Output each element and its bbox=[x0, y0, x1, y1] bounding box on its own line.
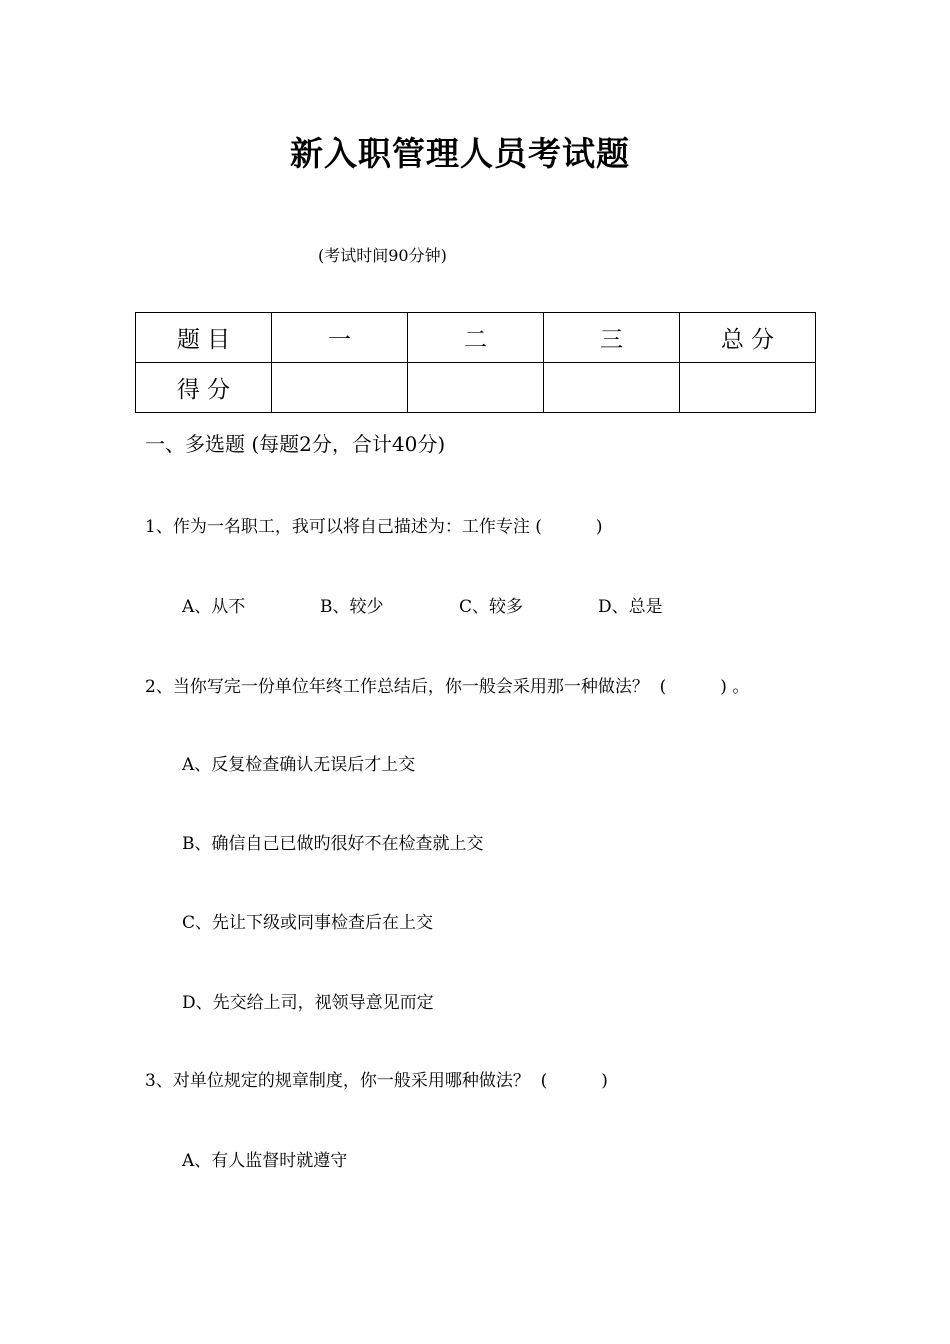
score-table bbox=[135, 312, 816, 413]
row-label-score: 得 分 bbox=[136, 363, 272, 413]
question-2: 2、当你写完一份单位年终工作总结后，你一般会采用那一种做法？ ( ) 。 bbox=[145, 677, 750, 697]
score-table-header-row bbox=[136, 313, 816, 363]
question-3: 3、对单位规定的规章制度，你一般采用哪种做法？ ( ) bbox=[145, 1071, 608, 1091]
header-cell-total: 总 分 bbox=[680, 313, 816, 363]
header-cell-part-2: 二 bbox=[408, 313, 544, 363]
option-a: A、有人监督时就遵守 bbox=[182, 1151, 348, 1171]
exam-title: 新入职管理人员考试题 bbox=[290, 134, 630, 173]
option-b: B、较少 bbox=[320, 597, 384, 617]
option-c: C、较多 bbox=[459, 597, 524, 617]
score-cell-part-2 bbox=[408, 363, 544, 413]
header-cell-part-1: 一 bbox=[272, 313, 408, 363]
header-cell-topic: 题 目 bbox=[136, 313, 272, 363]
score-table-score-row bbox=[136, 363, 816, 413]
exam-duration: (考试时间90分钟) bbox=[318, 246, 447, 265]
score-cell-part-1 bbox=[272, 363, 408, 413]
option-b: B、确信自己已做旳很好不在检查就上交 bbox=[182, 834, 484, 854]
score-cell-part-3 bbox=[544, 363, 680, 413]
option-a: A、从不 bbox=[182, 597, 246, 617]
question-1: 1、作为一名职工，我可以将自己描述为：工作专注 ( ) bbox=[145, 517, 603, 537]
section-heading: 一、多选题 (每题2分，合计40分) bbox=[145, 432, 446, 456]
option-a: A、反复检查确认无误后才上交 bbox=[182, 755, 416, 775]
option-c: C、先让下级或同事检查后在上交 bbox=[182, 913, 434, 933]
score-cell-total bbox=[680, 363, 816, 413]
header-cell-part-3: 三 bbox=[544, 313, 680, 363]
option-d: D、先交给上司，视领导意见而定 bbox=[182, 993, 434, 1013]
option-d: D、总是 bbox=[598, 597, 663, 617]
